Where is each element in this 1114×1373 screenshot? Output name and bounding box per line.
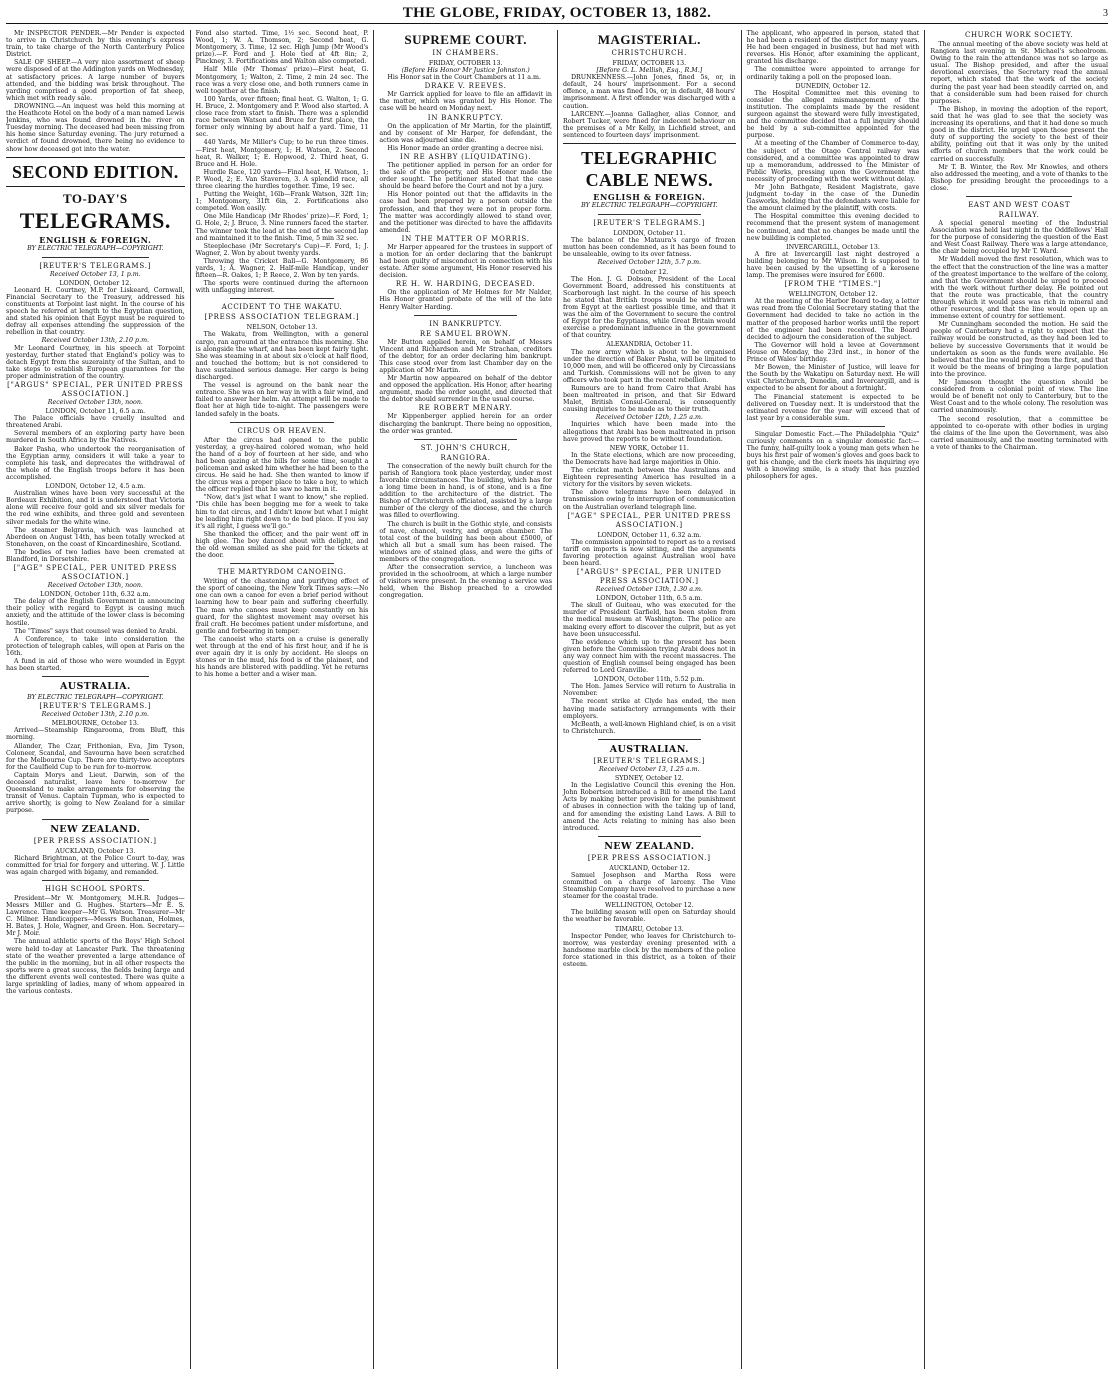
divider bbox=[414, 439, 518, 440]
paragraph: Rumours are to hand from Cairo that Arabi has been maltreated in prison, and that Sir Edward Malet, British Consul-General, is consequently causing inquiries to be made as to their truth. bbox=[563, 385, 736, 414]
section-label: [REUTER'S TELEGRAMS.] bbox=[39, 702, 152, 711]
dateline: October 12. bbox=[630, 268, 669, 276]
paragraph: President—Mr W. Montgomery, M.H.R. Judges—Messrs Miller and G. Hughes. Starters—Mr E. S. Lawrence. Time keeper—Mr G. Watson. Treasurer—Mr C. Milner. Handicappers—Messrs Buchanan, Holmes, H. Bates, J. Hole, Wagner, and Green. Hon. Secretary—Mr J. Moir. bbox=[6, 894, 185, 938]
column-3 bbox=[373, 30, 557, 1369]
case-heading: RE H. W. HARDING, DECEASED. bbox=[395, 280, 536, 289]
column-grid bbox=[6, 30, 1108, 1369]
paragraph: Australian wines have been very successful at the Bordeaux Exhibition, and it is understood that Victoria alone will receive four gold and six silver medals for the red wine exhibits, and three gold and seventeen silver medals for the white wine. bbox=[6, 490, 185, 526]
page-number: 3 bbox=[1103, 8, 1108, 19]
paragraph: Mr INSPECTOR PENDER.—Mr Pender is expected to arrive in Christchurch by this evening's express train, to take charge of the North Canterbury Police District. bbox=[6, 30, 185, 59]
martyrdom-heading: THE MARTYRDOM CANOEING. bbox=[217, 568, 347, 577]
divider bbox=[42, 676, 149, 677]
dateline: NELSON, October 13. bbox=[246, 324, 318, 332]
paragraph: The cricket match between the Australians and Eighteen representing America has resulted in a victory for the visitors by seven wickets. bbox=[563, 467, 736, 489]
section-label: [PER PRESS ASSOCIATION.] bbox=[33, 836, 157, 845]
paragraph: Inspector Pender, who leaves for Christchurch to-morrow, was yesterday evening presented with a handsome marble clock by the members of the police force stationed in this district, as a token of their esteem. bbox=[563, 932, 736, 968]
new-zealand-heading: NEW ZEALAND. bbox=[50, 823, 141, 835]
paragraph: Samuel Josephson and Martha Ross were committed on a charge of larceny. The Vine Steamship Company have resolved to purchase a new steamer for the coastal trade. bbox=[563, 871, 736, 901]
paragraph: The "Times" says that counsel was denied to Arabi. bbox=[14, 627, 178, 635]
paragraph: The steamer Belgravia, which was launched at Aberdeen on August 14th, has been totally wrecked at Stonehaven, on the coast of Kincardineshire, Scotland. bbox=[6, 526, 185, 548]
dateline: WELLINGTON, October 12. bbox=[788, 291, 878, 299]
paragraph: The Hospital committee this evening decided to recommend that the present system of management be continued, and that no changes be made until the new building is completed. bbox=[746, 213, 920, 242]
paragraph: After the circus had opened to the public yesterday, a grey-haired colored woman, who held the hand of a boy of fourteen at her side, and who had been gazing at the bills for some time, sought a policeman and asked him whether he had been to the circus. He said he had. She then wanted to know if the circus was a proper place to take a boy, to which the officer replied that he saw no harm in it. bbox=[195, 436, 369, 494]
paragraph: Singular Domestic Fact.—The Philadelphia "Quiz" curiously comments on a singular domestic fact:—The funny, half-guilty look a young man gets when he buys his first pair of women's gloves and goes back to get his change, and the clerk meets his inquiring eye with a knowing smile, is a study that has puzzled philosophers for ages. bbox=[746, 430, 920, 481]
divider bbox=[42, 257, 149, 258]
divider bbox=[230, 422, 334, 423]
dateline: LONDON, October 11th, 6.5 a.m. bbox=[596, 595, 703, 603]
paragraph: DRUNKENNESS.—John Jones, fined 5s, or, in default, 24 hours' imprisonment. For a second offence, a man was fined 10s, or, in default, 48 hours' imprisonment. A first offender was discharged with a caution. bbox=[563, 74, 736, 110]
section-label: CHRISTCHURCH. bbox=[611, 49, 688, 57]
paragraph: The above telegrams have been delayed in transmission owing to interruption of communication on the Australian overland telegraph line. bbox=[563, 489, 736, 511]
dateline: NEW YORK, October 11. bbox=[609, 444, 689, 452]
divider bbox=[230, 563, 334, 564]
received-line: Received October 13th, noon. bbox=[47, 582, 143, 590]
paragraph: The annual athletic sports of the Boys' High School were held to-day at Lancaster Park. The threatening state of the weather prevented a large attendance of the public in the morning, but in all other respects the sports were a great success, the fields being large and the different events well contested. There was quite a large sprinkling of ladies, many of whom appeared in the various contests. bbox=[6, 938, 185, 996]
received-line: Received October 13th, 2.10 p.m. bbox=[41, 711, 150, 719]
paragraph: A fire at Invercargill last night destroyed a building belonging to Mr Wilson. It is supposed to have been caused by the upsetting of a kerosene lamp. The premises were insured for £600. bbox=[746, 250, 920, 280]
column-2 bbox=[190, 30, 374, 1369]
paragraph: Richard Brightman, at the Police Court to-day, was committed for trial for forgery and uttering. W. J. Little was again charged with bigamy, and remanded. bbox=[6, 854, 185, 876]
paragraph: At a meeting of the Chamber of Commerce to-day, the subject of the Otago Central railway was considered, and a committee was appointed to draw up a memorandum, addressed to the Minister of Public Works, pressing upon the Government the necessity of proceeding with the work without delay. bbox=[746, 140, 920, 183]
paragraph: 100 Yards, over fifteen; final heat. G. Walton, 1; G. H. Bruce, 2. Montgomery and P. Wood also started. A close race from start to finish. There was a splendid race between Watson and Bruce for first place, the former only winning by about half a yard. Time, 11 sec. bbox=[195, 95, 369, 139]
paragraph: 440 Yards, Mr Miller's Cup; to be run three times.—First heat, Montgomery, 1; H. Watson, 2. Second heat, R. Walker, 1; E. Hopwood, 2. Third heat, G. Bruce and H. Hole. bbox=[195, 139, 369, 168]
divider bbox=[598, 739, 702, 740]
byline: BY ELECTRIC TELEGRAPH—COPYRIGHT. bbox=[27, 244, 164, 252]
dateline: FRIDAY, OCTOBER 13. bbox=[612, 60, 687, 67]
new-zealand-heading: NEW ZEALAND. bbox=[604, 840, 695, 852]
paragraph: Inquiries which have been made into the allegations that Arabi has been maltreated in prison have proved the reports to be without foundation. bbox=[563, 421, 736, 443]
paragraph: Baker Pasha, who undertook the reorganisation of the Egyptian army, considers it will take a year to complete his task, and deprecates the withdrawal of the whole of the English troops before it has been accomplished. bbox=[6, 445, 185, 481]
paragraph: Mr Jameson thought the question should be considered from a colonial point of view. The line would be of benefit not only to Canterbury, but to the West Coast and to the whole colony. The resolution was carried unanimously. bbox=[930, 379, 1108, 415]
paragraph: DROWNING.—An inquest was held this morning at the Heathcote Hotel on the body of a man named Lewis Jenkins, who was found drowned in the river on Tuesday morning. The deceased had been missing from his home since Saturday evening. The jury returned a verdict of found drowned, there being no evidence to show how deceased got into the water. bbox=[6, 102, 185, 153]
dateline: LONDON, October 11, 6.32 a.m. bbox=[597, 531, 702, 539]
circus-heading: CIRCUS OR HEAVEN. bbox=[237, 426, 327, 435]
paragraph: The building season will open on Saturday should the weather be favorable. bbox=[563, 909, 736, 924]
paragraph: Several members of an exploring party have been murdered in South Africa by the Natives. bbox=[6, 430, 185, 445]
paragraph: Mr Button applied herein, on behalf of Messrs Vincent and Richardson and Mr Strachan, creditors of the debtor, for an order declaring him bankrupt. This case stood over from last Chamber day on the application of Mr Martin. bbox=[379, 338, 552, 374]
dateline: LONDON, October 12, 4.5 a.m. bbox=[45, 483, 146, 491]
paragraph: A fund in aid of those who were wounded in Egypt has been started. bbox=[6, 658, 185, 673]
column-6 bbox=[924, 30, 1108, 1369]
telegrams-heading: TELEGRAMS. bbox=[19, 207, 171, 233]
section-label: [FROM THE "TIMES."] bbox=[784, 280, 882, 289]
divider bbox=[414, 315, 518, 316]
case-heading: IN BANKRUPTCY. bbox=[427, 113, 504, 122]
divider bbox=[563, 143, 736, 144]
divider bbox=[6, 186, 185, 187]
paragraph: The vessel is aground on the bank near the entrance. She was on her way in with a fair wind, and failed to answer her helm. An attempt will be made to float her at high tide to-night. The passengers were landed safely in the boats. bbox=[195, 382, 369, 418]
paragraph: The church is built in the Gothic style, and consists of nave, chancel, vestry, and organ chamber. The total cost of the building has been about £5000, of which all but a small sum has been raised. The windows are of stained glass, and were the gifts of members of the congregation. bbox=[379, 520, 552, 563]
divider bbox=[781, 426, 885, 427]
paragraph: The Hon. J. G. Dobson, President of the Local Government Board, addressed his constituents at Scarborough last night. In the course of his speech he stated that British troops would be withdrawn from Egypt at the earliest possible time, and that it was the aim of the Government to secure the control of Egypt for the Egyptians, while Great Britain would exercise a predominant influence in the government of that country. bbox=[563, 275, 736, 340]
paragraph: On the application of Mr Martin, for the plaintiff, and by consent of Mr Harper, for defendant, the action was adjourned sine die. bbox=[379, 122, 552, 144]
paragraph: She thanked the officer, and the pair went off in high glee. The boy danced about with delight, and the old woman smiled as she paid for the tickets at the door. bbox=[195, 530, 369, 560]
dateline: LONDON, October 12. bbox=[59, 279, 132, 287]
byline: BY ELECTRIC TELEGRAPH—COPYRIGHT. bbox=[27, 694, 164, 702]
section-label: [PER PRESS ASSOCIATION.] bbox=[587, 853, 711, 862]
paragraph: The new army which is about to be organised under the direction of Baker Pasha, will be limited to 10,000 men, and will be officered only by Circassians and Turkish. Commissions will not be given to any officers who took part in the recent rebellion. bbox=[563, 348, 736, 384]
paragraph: The Palace officials have cruelly insulted and threatened Arabi. bbox=[6, 415, 185, 430]
section-label: [PRESS ASSOCIATION TELEGRAM.] bbox=[204, 313, 360, 322]
bankruptcy-heading: IN BANKRUPTCY. bbox=[429, 319, 503, 328]
paragraph: The sports were continued during the afternoon with unflagging interest. bbox=[195, 280, 369, 295]
case-heading: RE ROBERT MENARY. bbox=[418, 404, 513, 413]
paragraph: The consecration of the newly built church for the parish of Rangiora took place yesterday, under most favorable circumstances. The building, which has for a long time been in hand, is of stone, and is a fine addition to the architecture of the district. The Bishop of Christchurch officiated, assisted by a large number of the clergy of the diocese, and the church was filled to overflowing. bbox=[379, 462, 552, 520]
australia-heading: AUSTRALIA. bbox=[60, 681, 131, 693]
paragraph: The bodies of two ladies have been cremated at Blandford, in Dorsetshire. bbox=[6, 548, 185, 563]
section-label: ["ARGUS" SPECIAL, PER UNITED PRESS ASSOCIATION.] bbox=[7, 381, 184, 398]
magisterial-heading: MAGISTERIAL. bbox=[597, 32, 701, 47]
english-foreign-heading: ENGLISH & FOREIGN. bbox=[593, 192, 706, 203]
section-label: ["AGE" SPECIAL, PER UNITED PRESS ASSOCIATION.] bbox=[13, 564, 178, 582]
received-line: Received October 12th, 5.7 p.m. bbox=[597, 259, 702, 267]
church-work-heading: CHURCH WORK SOCIETY. bbox=[964, 31, 1074, 39]
paragraph: Mr Kippenberger applied herein for an order discharging the bankrupt. There being no opposition, the order was granted. bbox=[379, 413, 552, 435]
todays-heading: TO-DAY'S bbox=[62, 190, 128, 206]
paragraph: A Conference, to take into consideration the protection of telegraph cables, will open at Paris on the 16th. bbox=[6, 635, 185, 657]
railway-subheading: RAILWAY. bbox=[998, 210, 1040, 219]
paragraph: The second resolution, that a committee be appointed to co-operate with other bodies in urging the claims of the line upon the Government, was also carried unanimously, and the meeting terminated with a vote of thanks to the Chairman. bbox=[930, 415, 1108, 451]
paragraph: "Now, dat's jist what I want to know," she replied. "Dis chile has been begging me for a week to take him to dat circus, and I didn't know but what I might be leading him right down to de bad place. If you say it's all right, I guess we'll go." bbox=[195, 494, 369, 530]
paragraph: LARCENY.—Joanna Gallagher, alias Connor, and Robert Tucker, were fined for indecent behaviour on the premises of a Mr Kelly, in Lichfield street, and sentenced to fourteen days' imprisonment. bbox=[563, 110, 736, 139]
paragraph: The Bishop, in moving the adoption of the report, said that he was glad to see that the society was increasing its operations, and that it had done so much good in the district. He urged upon those present the duty of supporting the society to the best of their ability, pointing out that it was only by the united efforts of church members that the work could be carried on successfully. bbox=[930, 105, 1108, 163]
church-subheading: RANGIORA. bbox=[440, 453, 491, 462]
paragraph: A special general meeting of the Industrial Association was held last night in the Oddfellows' Hall for the purpose of considering the question of the East and West Coast Railway. There was a large attendance, the chair being occupied by Mr T. Ward. bbox=[930, 219, 1108, 256]
paragraph: Steeplechase (Mr Secretary's Cup)—F. Ford, 1; J. Wagner, 2. Won by about twenty yards. bbox=[195, 242, 369, 257]
column-5 bbox=[741, 30, 925, 1369]
case-heading: IN RE ASHBY (LIQUIDATING). bbox=[400, 152, 532, 161]
column-4 bbox=[557, 30, 741, 1369]
dateline: AUCKLAND, October 13. bbox=[55, 847, 136, 855]
section-label: IN CHAMBERS. bbox=[432, 49, 500, 57]
paragraph: The canoeist who starts on a cruise is generally wet through at the end of his first hour, and if he is ever again dry it is only by accident. He sleeps on stones or in the mud, his food is of the plainest, and his hands are blistered with paddling. Yet he returns to his home a better and a wiser man. bbox=[195, 635, 369, 679]
divider bbox=[598, 214, 702, 215]
paragraph: The Hon. James Service will return to Australia in November. bbox=[563, 683, 736, 698]
paragraph: The skull of Guiteau, who was executed for the murder of President Garfield, has been stolen from the medical museum at Washington. The police are making every effort to discover the culprit, but as yet have been unsuccessful. bbox=[563, 602, 736, 638]
dateline: ALEXANDRIA, October 11. bbox=[606, 341, 693, 349]
paragraph: Mr T. B. Winter, the Rev. Mr Knowles, and others also addressed the meeting, and a vote of thanks to the Bishop for presiding brought the proceedings to a close. bbox=[930, 163, 1108, 192]
paragraph: At the meeting of the Harbor Board to-day, a letter was read from the Colonial Secretary stating that the Government had decided to take no action in the matter of the proposed harbor works until the report of the engineer had been received. The Board decided to adjourn the consideration of the subject. bbox=[746, 298, 920, 341]
paragraph: The delay of the English Government in announcing their policy with regard to Egypt is causing much anxiety, and the attitude of the lower class is becoming hostile. bbox=[6, 598, 185, 627]
paragraph: The evidence which up to the present has been given before the Commission trying Arabi does not in any way connect him with the recent massacres. The question of English counsel being engaged has been referred to Lord Granville. bbox=[563, 638, 736, 675]
paragraph: Half Mile (Mr Thomas' prize)—First heat, G. Montgomery, 1; Walton, 2. Time, 2 min 24 sec. The race was a very close one, and both runners came in well together at the finish. bbox=[195, 66, 369, 95]
paragraph: On the application of Mr Holmes for Mr Nalder, His Honor granted probate of the will of the late Henry Walter Harding. bbox=[379, 289, 552, 311]
paragraph: The Hospital Committee met this evening to consider the alleged mismanagement of the institution. The complaints made by the resident surgeon against the steward were fully investigated, and the committee decided that a full inquiry should be held by a sub-committee appointed for the purpose. bbox=[746, 89, 920, 140]
paragraph: After the consecration service, a luncheon was provided in the schoolroom, at which a large number of visitors were present. In the evening a service was held, when the Bishop preached to a crowded congregation. bbox=[379, 564, 552, 600]
section-label: ["ARGUS" SPECIAL, PER UNITED PRESS ASSOCIATION.] bbox=[576, 568, 722, 586]
dateline: SYDNEY, October 12. bbox=[614, 775, 684, 783]
paragraph: SALE OF SHEEP.—A very nice assortment of sheep were disposed of at the Addington yards on Wednesday, at satisfactory prices. A large number of buyers attended, and the bidding was brisk throughout. The yarding comprised a good proportion of fat sheep, which met with ready sale. bbox=[6, 59, 185, 102]
divider bbox=[42, 819, 149, 820]
received-line: Received October 13th, 2.10 p.m. bbox=[41, 337, 150, 345]
english-foreign-heading: ENGLISH & FOREIGN. bbox=[39, 234, 152, 245]
column-1 bbox=[6, 30, 190, 1369]
paragraph: Putting the Weight, 16lb—Frank Watson, 32ft 1in; 1; Montgomery, 31ft 6in, 2. Fortifications also competed. Won easily. bbox=[195, 191, 369, 213]
paragraph: Mr Bowen, the Minister of Justice, will leave for the South by the Wakatipu on Saturday next. He will visit Christchurch, Dunedin, and Invercargill, and is expected to be absent for about a fortnight. bbox=[746, 364, 920, 393]
high-school-sports-heading: HIGH SCHOOL SPORTS. bbox=[45, 884, 146, 893]
case-heading: DRAKE V. REEVES. bbox=[424, 82, 507, 91]
paragraph: Mr Martin now appeared on behalf of the debtor and opposed the application. His Honor, after hearing argument, made the order sought, and directed that the debtor should surrender in the usual course. bbox=[379, 375, 552, 404]
paragraph: Mr Harper appeared for the trustees in support of a motion for an order declaring that the bankrupt had been guilty of misconduct in connection with his estate. After some argument, His Honor reserved his decision. bbox=[379, 243, 552, 280]
case-heading: IN THE MATTER OF MORRIS. bbox=[401, 234, 530, 243]
paragraph: His Honor sat in the Court Chambers at 11 a.m. bbox=[387, 74, 541, 82]
paragraph: The Governor will hold a levee at Government House on Monday, the 23rd inst., in honor of the Prince of Wales' birthday. bbox=[746, 341, 920, 364]
section-label: [REUTER'S TELEGRAMS.] bbox=[593, 219, 706, 228]
paragraph: Fond also started. Time, 1½ sec. Second heat, P. Wood, 1; W. A. Thomson, 2; Second heat, G. Montgomery, 3. Time, 12 sec. High Jump (Mr Wood's prize).—F. Ford and J. Hole tied at 4ft 8in; 2, Pinckney, 3. Fortifications and Walton also competed. bbox=[195, 30, 369, 66]
paragraph: In the State elections, which are now proceeding, the Democrats have had large majorities in Ohio. bbox=[563, 451, 736, 466]
paragraph: Allander, The Czar, Frithonian, Eva, Jim Tyson, Coloneer, Scandal, and Savourna have been scratched for the Melbourne Cup. There are thirty-two acceptors for the Caulfield Cup to be run for to-morrow. bbox=[6, 742, 185, 771]
before-line: (Before His Honor Mr Justice Johnston.) bbox=[401, 67, 530, 75]
received-line: Received October 13th, noon. bbox=[47, 399, 143, 406]
dateline: AUCKLAND, October 12. bbox=[609, 864, 690, 872]
paragraph: Mr Cunningham seconded the motion. He said the people of Canterbury had a right to expect that the railway would be constructed, as they had been led to believe by successive Governments that it would be undertaken as soon as the funds were available. He believed that the line would pay from the first, and that it would be the means of bringing a large population into the province. bbox=[930, 321, 1108, 378]
before-line: [Before G. L. Mellish, Esq., R.M.] bbox=[596, 67, 703, 75]
second-edition-heading: SECOND EDITION. bbox=[12, 161, 179, 182]
cable-news-heading: CABLE NEWS. bbox=[585, 170, 713, 191]
dateline: TIMARU, October 13. bbox=[614, 925, 684, 933]
paragraph: One Mile Handicap (Mr Rhodes' prize)—F. Ford, 1; G. Hole, 2; J. Bruce, 3. Nine runners faced the starter. The winner took the lead at the end of the second lap and maintained it to the finish. Time, 5 min 32 sec. bbox=[195, 213, 369, 242]
divider bbox=[598, 836, 702, 837]
paragraph: The recent strike at Clyde has ended, the men having made satisfactory arrangements with their employers. bbox=[563, 698, 736, 720]
paragraph: Arrived—Steamship Ringarooma, from Bluff, this morning. bbox=[6, 727, 185, 742]
supreme-court-heading: SUPREME COURT. bbox=[404, 32, 527, 47]
paragraph: Mr Waddell moved the first resolution, which was to the effect that the construction of the line was a matter of the greatest importance to the welfare of the colony, and that the Government should be urged to proceed with the work without further delay. He pointed out that the route was practicable, that the country through which it would pass was rich in mineral and other resources, and that the line would open up an immense extent of country for settlement. bbox=[930, 256, 1108, 321]
dateline: LONDON, October 11, 6.5 a.m. bbox=[45, 408, 146, 416]
paragraph: The balance of the Mataura's cargo of frozen mutton has been condemned, as it has been found to be unsaleable, owing to its over fatness. bbox=[563, 237, 736, 259]
dateline: LONDON, October 11. bbox=[613, 230, 686, 238]
paragraph: In the Legislative Council this evening the Hon. John Robertson introduced a Bill to amend the Land Acts by making better provision for the punishment of abuses in connection with the taking up of land, and for amending the existing Land Laws. A Bill to amend the Acts relating to mining has also been introduced. bbox=[563, 782, 736, 832]
received-line: Received October 13th, 1.30 a.m. bbox=[595, 586, 703, 594]
dateline: DUNEDIN, October 12. bbox=[795, 82, 871, 90]
paragraph: The applicant, who appeared in person, stated that he had been a resident of the district for many years. He had been engaged in business, but had met with reverses. His Honor, after examining the applicant, granted his discharge. bbox=[746, 30, 920, 66]
dateline: LONDON, October 11th, 5.52 p.m. bbox=[594, 676, 705, 684]
received-line: Received October 12th, 1.25 a.m. bbox=[595, 414, 703, 422]
paragraph: His Honor pointed out that the affidavits in the case had been prepared by a person outside the profession, and that they were not in proper form. The matter was accordingly allowed to stand over, and the petitioner was directed to have the affidavits amended. bbox=[379, 191, 552, 234]
received-line: Received October 13, 1 p.m. bbox=[49, 270, 141, 278]
masthead bbox=[6, 4, 1108, 24]
byline: BY ELECTRIC TELEGRAPH—COPYRIGHT. bbox=[581, 202, 718, 210]
paragraph: McBeath, a well-known Highland chief, is on a visit to Christchurch. bbox=[563, 720, 736, 735]
divider bbox=[230, 298, 334, 299]
paragraph: Hurdle Race, 120 yards—Final heat, H. Watson, 1; P. Wood, 2; E. Van Staveren, 3. A splendid race, all three clearing the hurdles together. Time, 19 sec. bbox=[195, 168, 369, 190]
dateline: WELLINGTON, October 12. bbox=[604, 902, 694, 910]
accident-heading: ACCIDENT TO THE WAKATU. bbox=[221, 303, 343, 312]
east-west-heading: EAST AND WEST COAST bbox=[968, 200, 1071, 209]
paragraph: Leonard H. Courtney, M.P. for Liskeard, Cornwall, Financial Secretary to the Treasury, addressed his constituents at Torpoint last night. In the course of his speech he referred at length to the Egyptian question, and stated his opinion that Egypt must be required to defray all expenses attending the suppression of the rebellion in that country. bbox=[6, 286, 185, 337]
case-heading: RE SAMUEL BROWN. bbox=[419, 329, 512, 338]
paragraph: The annual meeting of the above society was held at Rangiora last evening in St. Michael's schoolroom. Owing to the rain the attendance was not so large as usual. The Bishop presided, and after the usual devotional exercises, the Secretary read the annual report, which stated that the work of the society during the past year had been steadily carried on, and that a considerable sum had been raised for church purposes. bbox=[930, 41, 1108, 105]
telegraphic-heading: TELEGRAPHIC bbox=[581, 148, 718, 169]
paragraph: The commission appointed to report as to a revised tariff on imports is now sitting, and the arguments favoring protection against Australian wool have been heard. bbox=[563, 538, 736, 567]
paragraph: Captain Morys and Lieut. Darwin, son of the deceased naturalist, leave here to-morrow for Queensland to make arrangements for observing the transit of Venus. Captain Tupman, who is expected to arrive shortly, is going to New Zealand for a similar purpose. bbox=[6, 771, 185, 815]
section-label: [REUTER'S TELEGRAMS.] bbox=[593, 756, 706, 765]
paragraph: Writing of the chastening and purifying effect of the sport of canoeing, the New York Times says:—No one can own a canoe for even a brief period without learning how to bear pain and suffering cheerfully. The man who canoes must keep constantly on his guard, for the slightest movement may overset his frail craft. He becomes patient under misfortune, and gentle and forbearing in temper. bbox=[195, 578, 369, 635]
dateline: INVERCARGILL, October 13. bbox=[786, 243, 880, 251]
dateline: MELBOURNE, October 13. bbox=[51, 720, 139, 728]
church-heading: ST. JOHN'S CHURCH, bbox=[420, 443, 511, 452]
paragraph: The petitioner applied in person for an order for the sale of the property, and His Honor made the order sought. The petitioner stated that the case should be heard before the Court and not by a jury. bbox=[379, 161, 552, 191]
paragraph: The Wakatu, from Wellington, with a general cargo, ran aground at the entrance this morning. She is alongside the wharf, and has been kept fairly tight. She was steaming in at about six o'clock at half flood, and touched the bottom; but is not considered to have sustained serious damage. Her cargo is being discharged. bbox=[195, 331, 369, 382]
paragraph: The committee were appointed to arrange for ordinarily taking a poll on the proposed loan. bbox=[746, 66, 920, 81]
paragraph: His Honor made an order granting a decree nisi. bbox=[387, 144, 544, 152]
paragraph: Mr John Bathgate, Resident Magistrate, gave judgment to-day in the case of the Dunedin Gasworks, holding that the defendants were liable for the amount claimed by the plaintiff, with costs. bbox=[746, 183, 920, 213]
dateline: FRIDAY, OCTOBER 13. bbox=[428, 60, 503, 67]
section-label: ["AGE" SPECIAL, PER UNITED PRESS ASSOCIATION.] bbox=[567, 511, 732, 529]
divider bbox=[966, 196, 1073, 197]
divider bbox=[42, 880, 149, 881]
masthead-title: THE GLOBE, FRIDAY, OCTOBER 13, 1882. bbox=[402, 5, 712, 21]
paragraph: The Financial statement is expected to be delivered on Tuesday next. It is understood that the estimated revenue for the year will exceed that of last year by a considerable sum. bbox=[746, 393, 920, 422]
divider bbox=[6, 157, 185, 158]
received-line: Received October 13, 1.25 a.m. bbox=[599, 765, 700, 773]
paragraph: Mr Garrick applied for leave to file an affidavit in the matter, which was granted by His Honor. The case will be heard on Monday next. bbox=[379, 91, 552, 113]
paragraph: Mr Leonard Courtney, in his speech at Torpoint yesterday, further stated that England's policy was to detach Egypt from the suzerainty of the Sultan, and to take steps to establish European guarantees for the proper administration of the country. bbox=[6, 344, 185, 380]
dateline: LONDON, October 11th, 6.32 a.m. bbox=[40, 591, 151, 599]
paragraph: Throwing the Cricket Ball—G. Montgomery, 86 yards, 1; A. Wagner, 2. Half-mile Handicap, under fifteen—R. Oakes, 1; P. Reece, 2. Won by ten yards. bbox=[195, 257, 369, 280]
australian-heading: AUSTRALIAN. bbox=[609, 743, 689, 755]
section-label: [REUTER'S TELEGRAMS.] bbox=[39, 261, 152, 270]
